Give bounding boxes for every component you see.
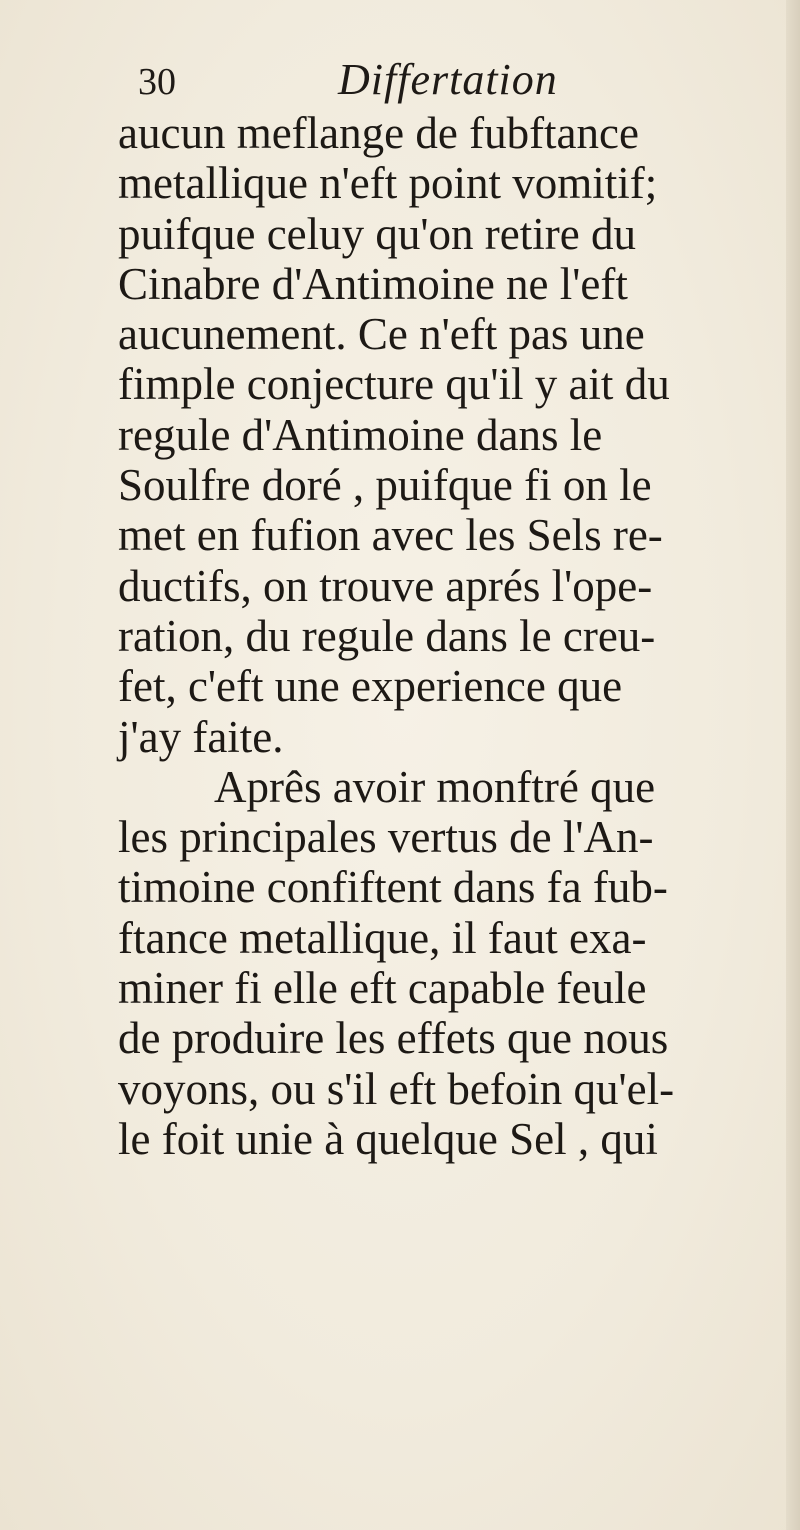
text-line: de produire les effets que nous: [118, 1013, 669, 1064]
running-title: Differtation: [338, 55, 558, 104]
body-text: [118, 108, 798, 1164]
paragraph-start-line: Aprês avoir monftré que: [214, 761, 656, 812]
text-line: ration, du regule dans le creu-: [118, 610, 656, 661]
page-number: 30: [138, 61, 176, 103]
text-line: Soulfre doré , puifque fi on le: [118, 460, 652, 511]
text-line: ductifs, on trouve aprés l'ope-: [118, 560, 653, 611]
text-line: regule d'Antimoine dans le: [118, 409, 603, 460]
text-line: fet, c'eft une experience que: [118, 661, 623, 712]
page-header: [138, 52, 698, 108]
text-line: timoine confiftent dans fa fub-: [118, 862, 668, 913]
text-line: le foit unie à quelque Sel , qui: [118, 1113, 658, 1164]
text-line: ftance metallique, il faut exa-: [118, 912, 647, 963]
text-line: j'ay faite.: [118, 711, 284, 762]
text-line: aucun meflange de fubftance: [118, 108, 639, 158]
text-line: fimple conjecture qu'il y ait du: [118, 359, 670, 410]
text-line: aucunement. Ce n'eft pas une: [118, 309, 645, 360]
text-line: met en fufion avec les Sels re-: [118, 510, 663, 561]
text-line: miner fi elle eft capable feule: [118, 963, 647, 1014]
text-line: voyons, ou s'il eft befoin qu'el-: [118, 1063, 675, 1114]
text-line: Cinabre d'Antimoine ne l'eft: [118, 258, 628, 309]
text-line: les principales vertus de l'An-: [118, 812, 654, 863]
text-line: metallique n'eft point vomitif;: [118, 158, 658, 209]
text-line: puifque celuy qu'on retire du: [118, 208, 636, 259]
